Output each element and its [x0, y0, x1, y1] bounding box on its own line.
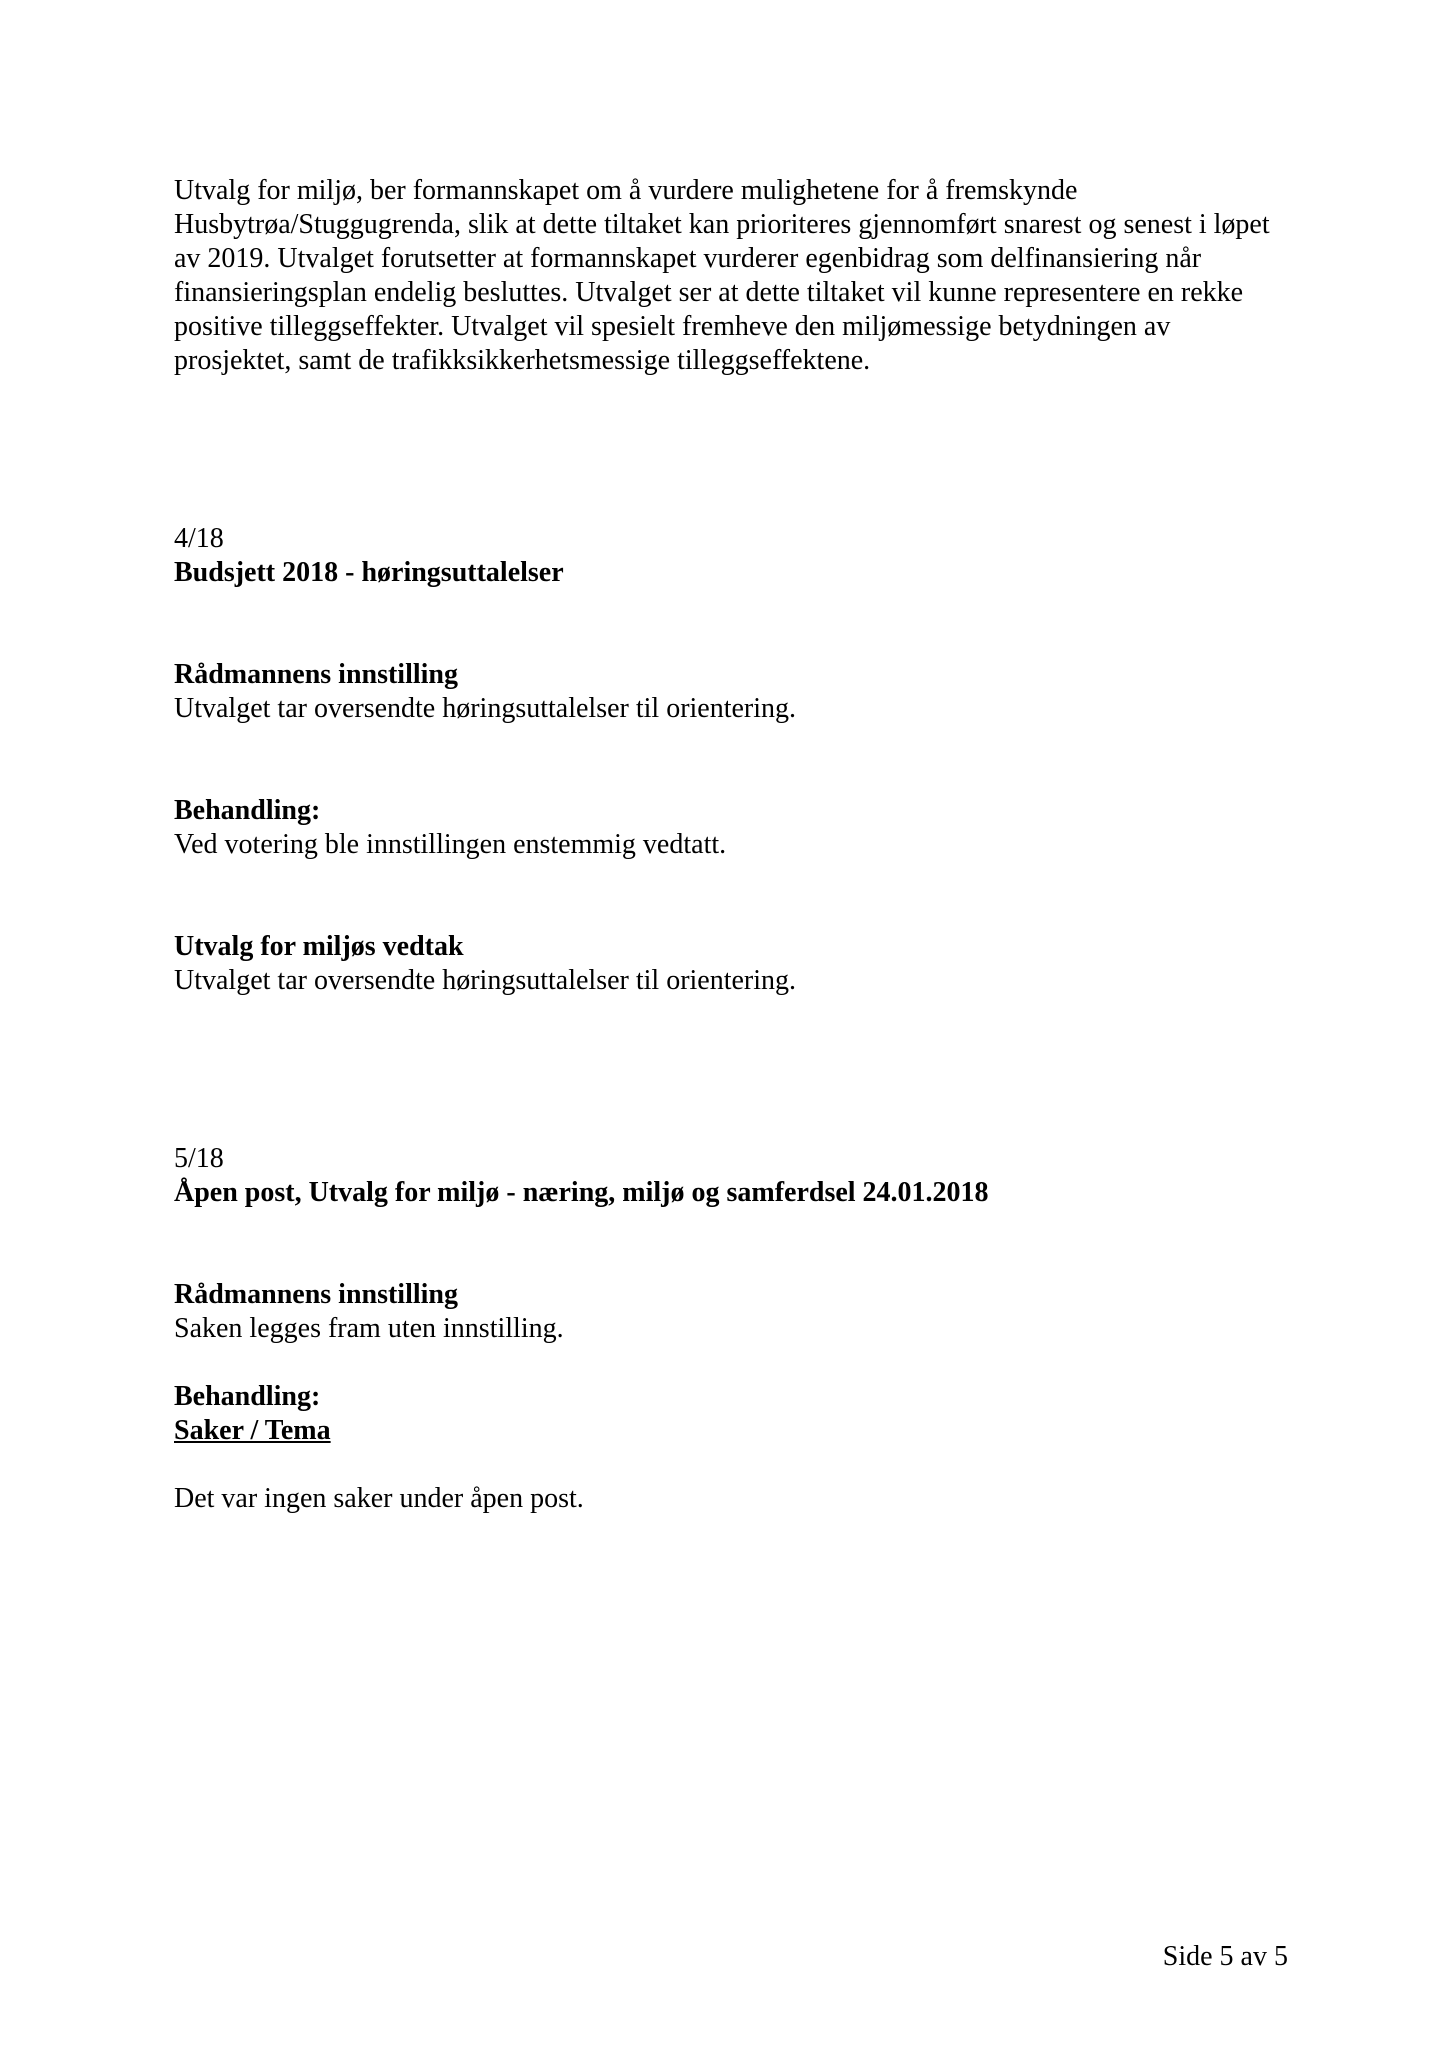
- case-title-5: Åpen post, Utvalg for miljø - næring, miljø og samferdsel 24.01.2018: [174, 1177, 989, 1208]
- page-number: Side 5 av 5: [1162, 1941, 1288, 1972]
- body-text-5: Det var ingen saker under åpen post.: [174, 1483, 584, 1514]
- decision-heading-4: Utvalg for miljøs vedtak: [174, 931, 464, 962]
- decision-text-4: Utvalget tar oversendte høringsuttalelser til orientering.: [174, 965, 797, 996]
- case-number-5: 5/18: [174, 1143, 224, 1174]
- recommendation-heading-5: Rådmannens innstilling: [174, 1279, 458, 1310]
- subheading-saker-tema: Saker / Tema: [174, 1415, 331, 1446]
- recommendation-heading-4: Rådmannens innstilling: [174, 659, 458, 690]
- case-number-4: 4/18: [174, 523, 224, 554]
- treatment-heading-5: Behandling:: [174, 1381, 321, 1412]
- subheading-wrapper: [174, 1414, 1294, 1448]
- treatment-text-4: Ved votering ble innstillingen enstemmig vedtatt.: [174, 829, 727, 860]
- intro-paragraph: Utvalg for miljø, ber formannskapet om å vurdere mulighetene for å fremskynde Husbytrøa/Stuggugrenda, slik at dette tiltaket kan prioriteres gjennomført snarest og senest i løpet av 2019. Utvalget forutsetter at formannskapet vurderer egenbidrag som delfinansiering når finansieringsplan endelig besluttes. Utvalget ser at dette tiltaket vil kunne representere en rekke positive tilleggseffekter. Utvalget vil spesielt fremheve den miljømessige betydningen av prosjektet, samt de trafikksikkerhetsmessige tilleggseffektene.: [174, 175, 1270, 376]
- case-title-4: Budsjett 2018 - høringsuttalelser: [174, 557, 564, 588]
- recommendation-text-4: Utvalget tar oversendte høringsuttalelser til orientering.: [174, 693, 797, 724]
- treatment-heading-4: Behandling:: [174, 795, 321, 826]
- recommendation-text-5: Saken legges fram uten innstilling.: [174, 1313, 564, 1344]
